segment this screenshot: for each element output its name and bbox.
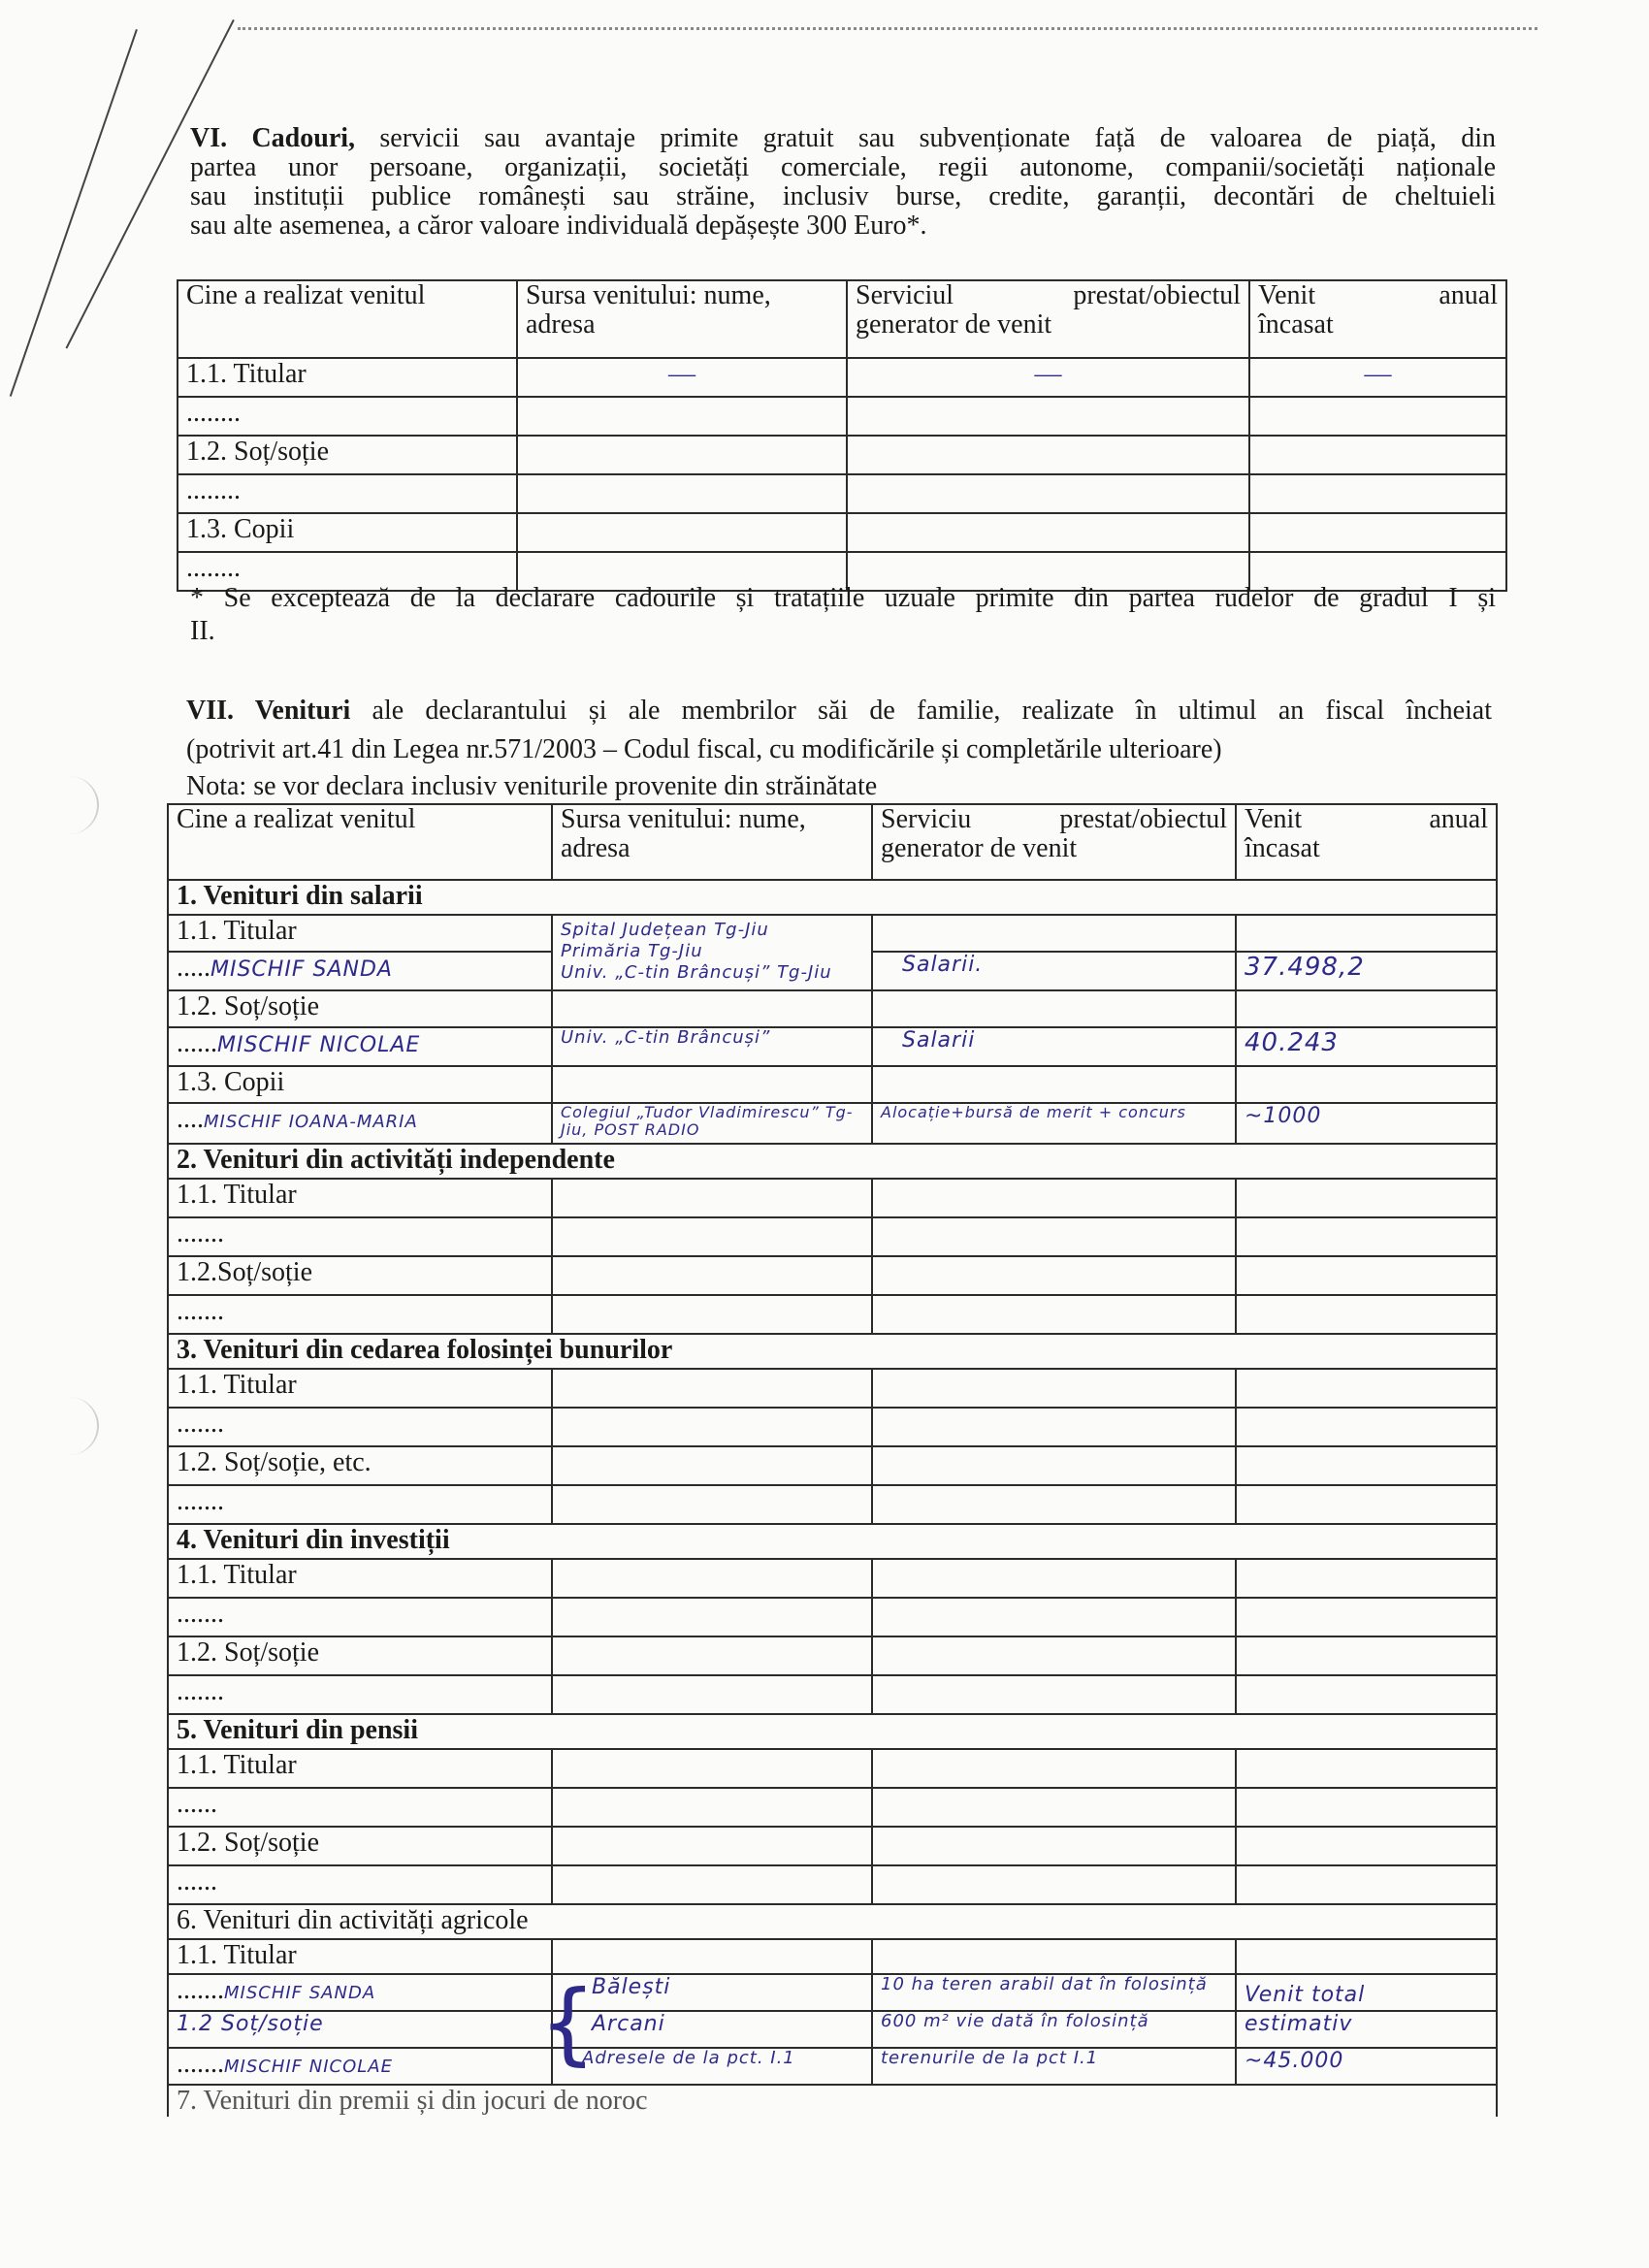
section7-heading: VII. Venituri: [186, 696, 351, 726]
table-row: 1.2. Soț/soție: [168, 1636, 1497, 1675]
handwritten-dash: —: [847, 358, 1249, 397]
table-row: ......MISCHIF NICOLAE Univ. „C-tin Brâncuși” Salarii 40.243: [168, 1027, 1497, 1066]
table-row: [178, 436, 1506, 474]
handwritten-service: Salarii.: [872, 952, 1236, 990]
row-label: 1.2. Soț/soție: [178, 436, 517, 474]
table-row: [178, 397, 1506, 436]
col-header-source: Sursa venitului: nume, adresa: [517, 280, 847, 358]
section7-intro-line3: Nota: se vor declara inclusiv veniturile provenite din străinătate: [186, 771, 878, 801]
table-row: .......: [168, 1408, 1497, 1446]
punch-hole: [39, 776, 99, 834]
handwritten-amount: 40.243: [1236, 1027, 1497, 1066]
table-row: .......MISCHIF NICOLAE Adresele de la pct. I.1 terenurile de la pct I.1 ~45.000: [168, 2048, 1497, 2085]
section-row-agricultural: 6. Venituri din activități agricole: [168, 1904, 1497, 1939]
handwritten-source: Bălești: [552, 1974, 872, 2011]
handwritten-source: Colegiul „Tudor Vladimirescu” Tg-Jiu, POST RADIO: [552, 1103, 872, 1144]
table-row: [178, 358, 1506, 397]
handwritten-name: MISCHIF SANDA: [210, 957, 393, 982]
col-header-source: Sursa venitului: nume, adresa: [552, 804, 872, 880]
handwritten-service: Alocație+bursă de merit + concurs: [872, 1103, 1236, 1144]
handwritten-source: Univ. „C-tin Brâncuși”: [552, 1027, 872, 1066]
handwritten-amount: 37.498,2: [1236, 952, 1497, 990]
table-row: 1.2. Soț/soție, etc.: [168, 1446, 1497, 1485]
section-row-independent: 2. Venituri din activități independente: [168, 1144, 1497, 1179]
handwritten-source: Adresele de la pct. I.1: [552, 2048, 872, 2085]
row-label: 1.1. Titular: [178, 358, 517, 397]
col-header-who: Cine a realizat venitul: [168, 804, 552, 880]
punch-hole: [39, 1397, 99, 1455]
table-row: .......: [168, 1485, 1497, 1524]
section6-intro-line3: sau instituții publice românești sau străine, inclusiv burse, credite, garanții, decontări de cheltuieli: [190, 181, 1496, 211]
section6-heading: VI. Cadouri,: [190, 123, 356, 153]
handwritten-amount: ~1000: [1236, 1103, 1497, 1144]
table-header-row: [178, 280, 1506, 358]
handwritten-name: MISCHIF NICOLAE: [224, 2057, 393, 2077]
handwritten-source: Spital Județean Tg-Jiu Primăria Tg-Jiu Univ. „C-tin Brâncuși” Tg-Jiu: [552, 915, 872, 990]
gifts-table: [177, 279, 1507, 592]
section-row-pensions: 5. Venituri din pensii: [168, 1714, 1497, 1749]
col-header-service: Serviciul prestat/obiectul generator de venit: [847, 280, 1249, 358]
table-row: .......: [168, 1295, 1497, 1334]
handwritten-source: Arcani: [552, 2011, 872, 2048]
table-row: 1.1. Titular: [168, 1939, 1497, 1974]
handwritten-name: MISCHIF NICOLAE: [217, 1033, 421, 1057]
handwritten-service: terenurile de la pct I.1: [872, 2048, 1236, 2085]
section6-intro-line1: VI. Cadouri, servicii sau avantaje primite gratuit sau subvenționate față de valoarea de piață, din: [190, 123, 1496, 153]
table-row: 1.1. Titular: [168, 1369, 1497, 1408]
handwritten-amount: ~45.000: [1236, 2048, 1497, 2085]
section6-footnote-line2: II.: [190, 616, 215, 646]
section6-intro-line4: sau alte asemenea, a căror valoare individuală depășește 300 Euro*.: [190, 211, 927, 241]
handwritten-service: 600 m² vie dată în folosință: [872, 2011, 1236, 2048]
col-header-who: Cine a realizat venitul: [178, 280, 517, 358]
row-label: 1.3. Copii: [178, 513, 517, 552]
table-row: .......MISCHIF SANDA Bălești 10 ha teren arabil dat în folosință Venit total: [168, 1974, 1497, 2011]
scan-mark: [10, 29, 138, 397]
table-row: .......: [168, 1217, 1497, 1256]
section-row-salaries: 1. Venituri din salarii: [168, 880, 1497, 915]
scan-border-top: [238, 27, 1537, 30]
col-header-service: Serviciu prestat/obiectul generator de venit: [872, 804, 1236, 880]
table-row: [178, 474, 1506, 513]
section6-intro-line2: partea unor persoane, organizații, societăți comerciale, regii autonome, companii/societăți naționale: [190, 152, 1496, 182]
handwritten-name: 1.2 Soț/soție: [168, 2011, 552, 2048]
handwritten-brace: {: [539, 1971, 597, 2075]
handwritten-amount: estimativ: [1236, 2011, 1497, 2048]
section-row-prizes: 7. Venituri din premii și din jocuri de noroc: [168, 2085, 1497, 2117]
col-header-income: Venit anual încasat: [1236, 804, 1497, 880]
table-header-row: [168, 804, 1497, 880]
handwritten-name: MISCHIF SANDA: [224, 1983, 376, 2003]
table-row: 1.2.Soț/soție: [168, 1256, 1497, 1295]
row-label: ........: [178, 397, 517, 436]
section6-footnote-line1: * Se exceptează de la declarare cadourile și tratațiile uzuale primite din partea rudelor de gradul I și: [190, 583, 1496, 613]
table-row: 1.3. Copii: [168, 1066, 1497, 1103]
section7-intro-line2: (potrivit art.41 din Legea nr.571/2003 – Codul fiscal, cu modificările și completările ulterioare): [186, 734, 1222, 764]
section-row-rent: 3. Venituri din cedarea folosinței bunurilor: [168, 1334, 1497, 1369]
row-label: ........: [178, 552, 517, 591]
table-row: ......: [168, 1788, 1497, 1827]
table-row: 1.1. Titular: [168, 1179, 1497, 1217]
handwritten-amount: Venit total: [1236, 1974, 1497, 2011]
col-header-income: Venit anual încasat: [1249, 280, 1506, 358]
handwritten-service: 10 ha teren arabil dat în folosință: [872, 1974, 1236, 2011]
table-row: ......: [168, 1865, 1497, 1904]
table-row: 1.2. Soț/soție: [168, 1827, 1497, 1865]
section-row-investments: 4. Venituri din investiții: [168, 1524, 1497, 1559]
table-row: 1.1. Titular: [168, 1559, 1497, 1598]
handwritten-dash: —: [517, 358, 847, 397]
handwritten-service: Salarii: [872, 1027, 1236, 1066]
income-table: [167, 803, 1498, 2117]
table-row: .......: [168, 1675, 1497, 1714]
table-row: .......: [168, 1598, 1497, 1636]
table-row: 1.2. Soț/soție: [168, 990, 1497, 1027]
handwritten-name: MISCHIF IOANA-MARIA: [204, 1112, 418, 1132]
table-row: 1.1. Titular: [168, 1749, 1497, 1788]
table-row: ....MISCHIF IOANA-MARIA Colegiul „Tudor Vladimirescu” Tg-Jiu, POST RADIO Alocație+bursă de merit + concurs ~1000: [168, 1103, 1497, 1144]
table-row: 1.1. Titular Spital Județean Tg-Jiu Primăria Tg-Jiu Univ. „C-tin Brâncuși” Tg-Jiu: [168, 915, 1497, 952]
section7-intro-line1: VII. Venituri ale declarantului și ale membrilor săi de familie, realizate în ultimul an fiscal încheiat: [186, 696, 1493, 726]
row-label: ........: [178, 474, 517, 513]
table-row: [168, 2011, 1497, 2048]
table-row: [178, 513, 1506, 552]
table-row: .....MISCHIF SANDA Salarii. 37.498,2: [168, 952, 1497, 990]
handwritten-dash: —: [1249, 358, 1506, 397]
